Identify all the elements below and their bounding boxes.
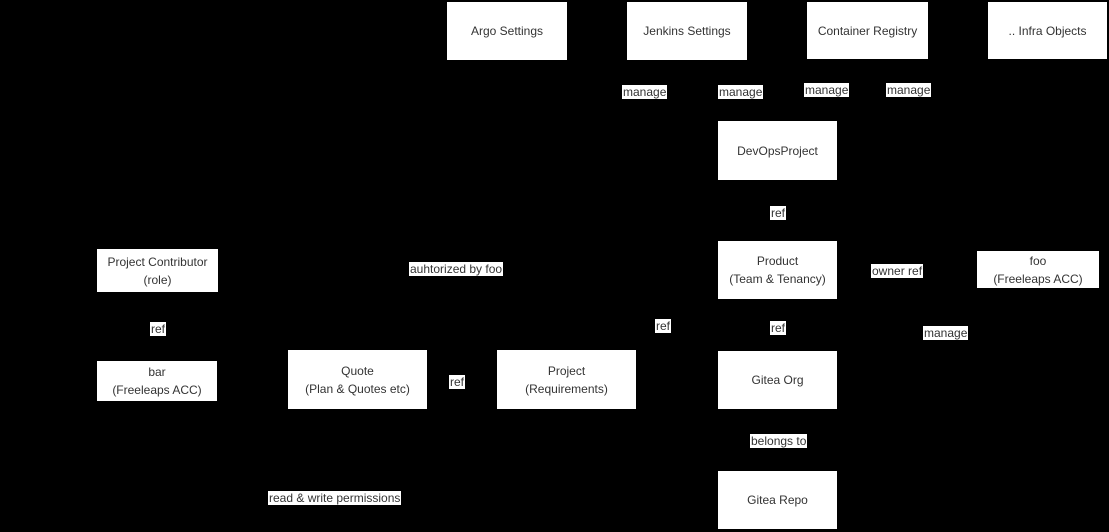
- node-label: Project Contributor: [107, 254, 208, 269]
- edge-label-manage-registry: manage: [805, 83, 849, 97]
- node-quote: [288, 350, 427, 409]
- node-gitea-repo: [718, 471, 837, 529]
- node-label: bar: [148, 365, 166, 379]
- edge-label-read-write-permissions: read & write permissions: [269, 491, 401, 505]
- node-label: (Freeleaps ACC): [993, 271, 1083, 286]
- node-argo-settings: [447, 2, 567, 60]
- edge-label-ref-quote-project: ref: [450, 375, 465, 389]
- node-infra-objects: [988, 2, 1107, 59]
- node-devops-project: [718, 121, 837, 180]
- edge-label-belongs-to: belongs to: [751, 434, 807, 448]
- edge-label-manage-argo: manage: [623, 85, 667, 99]
- node-project: [497, 350, 636, 409]
- node-label: Project: [547, 363, 586, 378]
- node-label: (Team & Tenancy): [729, 272, 826, 286]
- node-gitea-org: [718, 351, 837, 409]
- node-bar-account: [97, 361, 217, 401]
- node-label: Container Registry: [817, 23, 918, 38]
- node-label: Gitea Repo: [747, 493, 808, 507]
- edge-label-ref-project-product: ref: [656, 319, 671, 333]
- node-foo-account: [977, 251, 1099, 288]
- edge-label-authorized-by-foo: auhtorized by foo: [410, 262, 503, 276]
- node-label: (Freeleaps ACC): [112, 383, 202, 397]
- node-label: foo: [1029, 253, 1047, 268]
- node-project-contributor: [97, 249, 218, 292]
- node-label: Jenkins Settings: [643, 24, 731, 38]
- edge-label-ref-contributor-bar: ref: [151, 322, 166, 336]
- edge-label-manage-infra: manage: [887, 83, 931, 97]
- node-label: Argo Settings: [470, 24, 544, 38]
- node-product: [718, 241, 837, 299]
- node-container-registry: [807, 2, 928, 59]
- node-label: .. Infra Objects: [1008, 23, 1087, 38]
- node-label: (role): [143, 272, 172, 287]
- node-label: (Plan & Quotes etc): [305, 381, 410, 396]
- edge-label-owner-ref: owner ref: [872, 264, 923, 278]
- node-jenkins-settings: [627, 2, 747, 60]
- node-label: DevOpsProject: [737, 143, 818, 158]
- edge-label-ref-product-org: ref: [771, 321, 786, 335]
- node-label: Quote: [341, 363, 374, 378]
- edge-label-ref-devops-product: ref: [771, 206, 786, 220]
- node-label: (Requirements): [525, 381, 608, 396]
- node-label: Gitea Org: [751, 373, 804, 387]
- node-label: Product: [756, 254, 799, 268]
- edge-label-manage-jenkins: manage: [719, 85, 763, 99]
- edge-label-manage-foo-org: manage: [924, 326, 968, 340]
